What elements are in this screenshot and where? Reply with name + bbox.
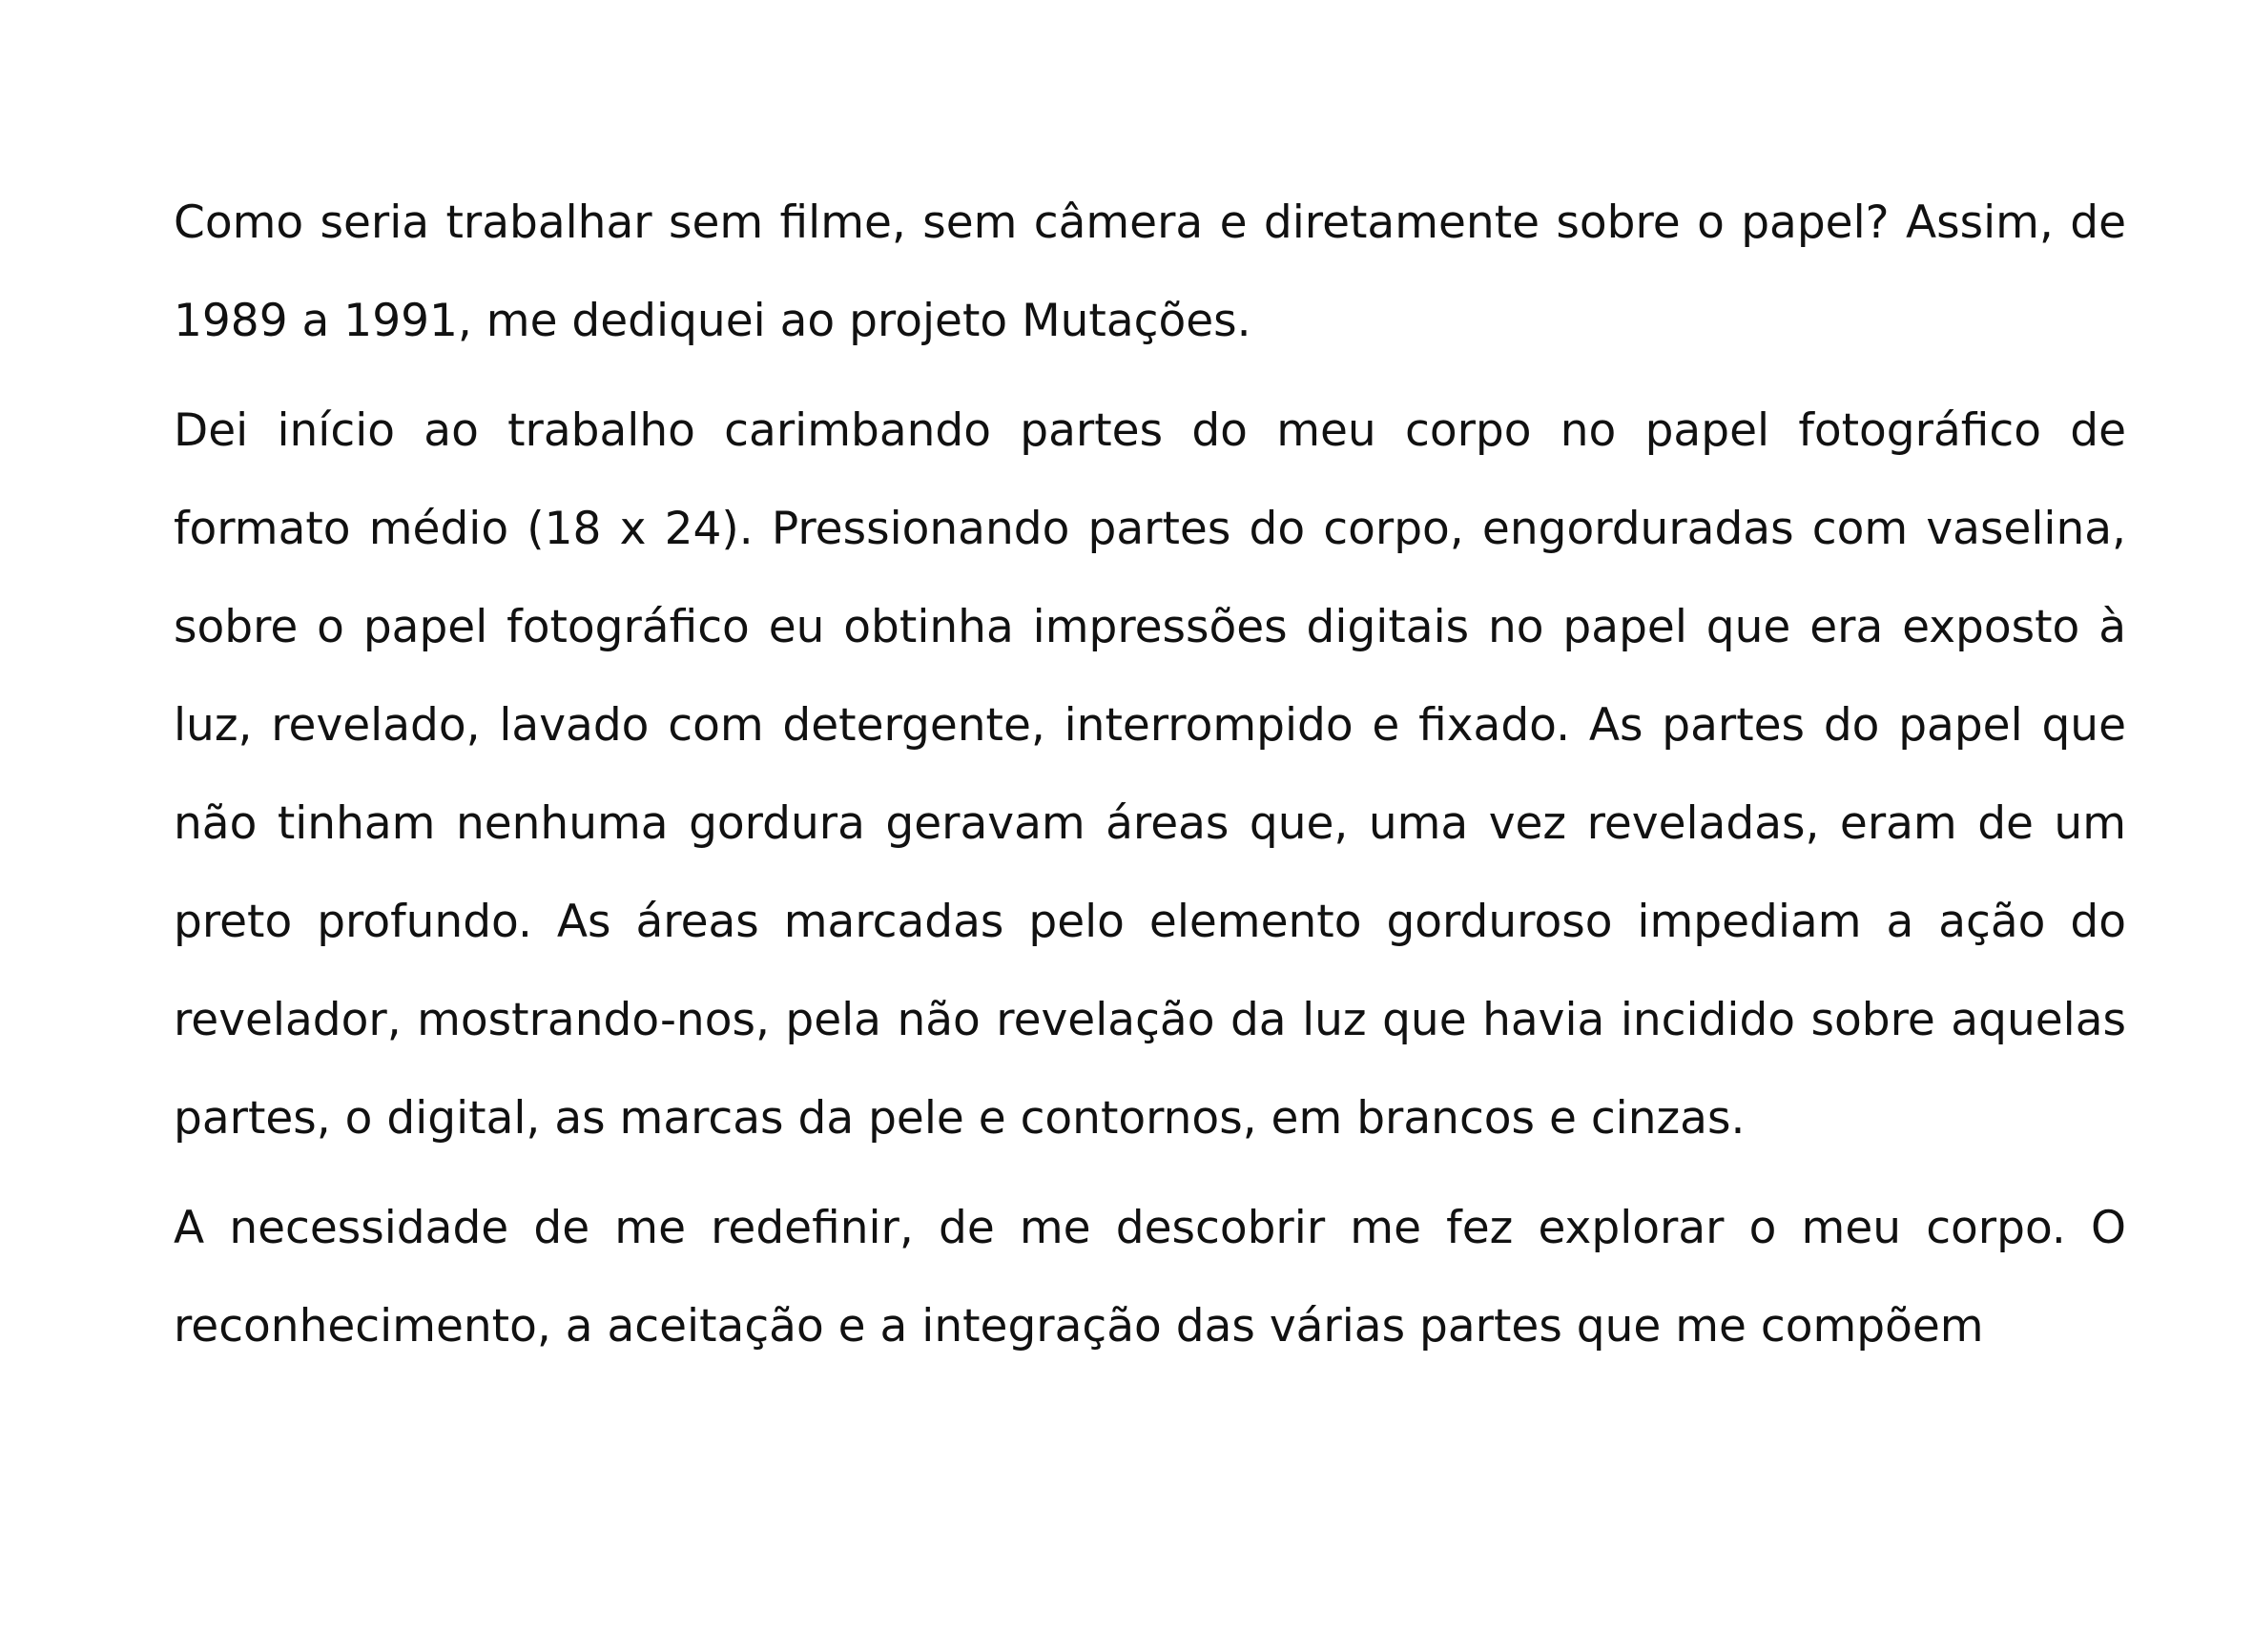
paragraph-process: Dei início ao trabalho carimbando partes do meu corpo no papel fotográfico de formato médio (18 x 24). Pressionando partes do corpo, engorduradas com vaselina, sobre o papel fotográfico eu obtinha impressões digitais no papel que era exposto à luz, revelado, lavado com detergente, interrompido e fixado. As partes do papel que não tinham nenhuma gordura geravam áreas que, uma vez reveladas, eram de um preto profundo. As áreas marcadas pelo elemento gorduroso impediam a ação do revelador, mostrando-nos, pela não revelação da luz que havia incidido sobre aquelas partes, o digital, as marcas da pele e contornos, em brancos e cinzas. (174, 404, 2126, 1145)
paragraph-intro: Como seria trabalhar sem filme, sem câmera e diretamente sobre o papel? Assim, de 1989 a 1991, me dediquei ao projeto Mutações. (174, 196, 2126, 347)
paragraph-body-exploration: A necessidade de me redefinir, de me descobrir me fez explorar o meu corpo. O reconhecimento, a aceitação e a integração das várias partes que me compõem (174, 1202, 2126, 1353)
document-body (174, 174, 2126, 1375)
